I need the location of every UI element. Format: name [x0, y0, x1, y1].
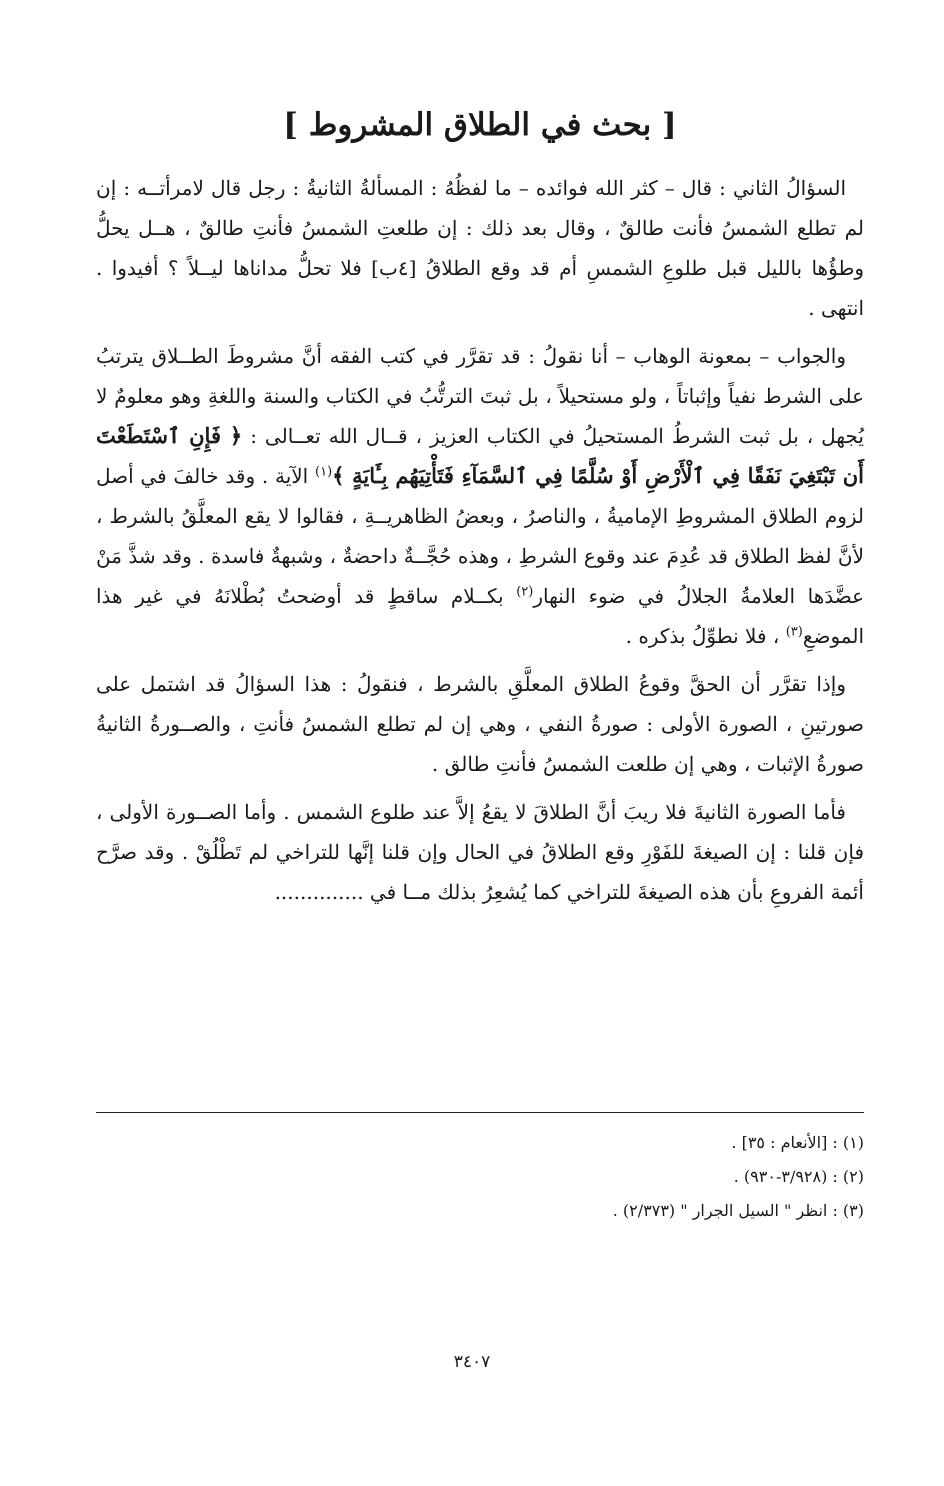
footnote-divider — [96, 1112, 864, 1113]
paragraph-answer — [96, 336, 864, 656]
footnote-1: (١) : [الأنعام : ٣٥] . — [731, 1133, 864, 1152]
answer-after-verse-text: الآية . وقد خالفَ في أصل لزوم الطلاق المشروطِ الإماميةُ ، والناصرُ ، وبعضُ الظاهريــةِ ، فقالوا لا يقع المعلَّقُ بالشرط ، لأنَّ لفظ الطلاق قد عُدِمَ عند وقوع الشرطِ ، وهذه حُجَّــةٌ داحضةٌ ، وشبهةٌ فاسدة . وقد شذَّ مَنْ عضَّدَها العلامةُ الجلالُ في ضوء النهار — [96, 464, 865, 608]
footnote-3: (٣) : انظر " السيل الجرار " (٢/٣٧٣) . — [612, 1201, 864, 1220]
page-title: [ بحث في الطلاق المشروط ] — [283, 107, 677, 143]
paragraph-question — [96, 168, 864, 328]
footnotes — [96, 1126, 864, 1228]
paragraph-question-text: السؤالُ الثاني : قال – كثر الله فوائده – ما لفظُهُ : المسألةُ الثانيةُ : رجل قال لامرأتــه : إن لم تطلع الشمسُ فأنت طالقٌ ، وقال بعد ذلك : إن طلعتِ الشمسُ فأنتِ طالقٌ ، هــل يحلُّ وطؤُها بالليل قبل طلوعِ الشمسِ أم قد وقع الطلاقُ [٤ب] فلا تحلُّ مداناها ليــلاً ؟ أفيدوا . انتهى . — [96, 176, 865, 320]
footnote-2: (٢) : (٣/٩٢٨-٩٣٠) . — [733, 1167, 864, 1186]
paragraph-second-form — [96, 792, 864, 912]
footnote-ref-2: (٢) — [516, 584, 534, 600]
quran-verse: ﴿ فَإِنِ ٱسْتَطَعْتَ أَن تَبْتَغِيَ نَفَقًا فِي ٱلْأَرْضِ أَوْ سُلَّمًا فِي ٱلسَّمَآءِ فَتَأْتِيَهُم بِـَٔايَةٍ ﴾ — [96, 423, 864, 488]
page-number: ٣٤٠٧ — [453, 1352, 491, 1372]
answer-end-text: ، فلا نطوِّلُ بذكره . — [625, 624, 780, 648]
paragraph-two-forms-text: وإذا تقرَّر أن الحقَّ وقوعُ الطلاق المعلَّقِ بالشرط ، فنقولُ : هذا السؤالُ قد اشتمل على صورتينِ ، الصورة الأولى : صورةُ النفي ، وهي إن لم تطلع الشمسُ فأنتِ ، والصــورةُ الثانيةُ صورةُ الإثبات ، وهي إن طلعت الشمسُ فأنتِ طالق . — [96, 672, 864, 776]
footnote-ref-1: (١) — [315, 464, 333, 480]
answer-intro-text: والجواب – بمعونة الوهاب – أنا نقولُ : قد تقرَّر في كتب الفقه أنَّ مشروطَ الطــلاق يترتبُ على الشرط نفياً وإثباتاً ، ولو مستحيلاً ، بل ثبتَ الترتُّبُ في الكتاب والسنة واللغةِ وهو معلومٌ لا يُجهل ، بل ثبت الشرطُ المستحيلُ في الكتاب العزيز ، قــال الله تعــالى : — [96, 344, 864, 448]
answer-mid-text: بكــلام ساقطٍ قد أوضحتُ بُطْلانَهُ في غير هذا الموضعِ — [96, 584, 864, 648]
paragraph-two-forms — [96, 664, 864, 784]
paragraph-second-form-text: فأما الصورة الثانيةَ فلا ريبَ أنَّ الطلاقَ لا يقعُ إلاَّ عند طلوع الشمس . وأما الصــورة الأولى ، فإن قلنا : إن الصيغةَ للفَوْرِ وقع الطلاقُ في الحال وإن قلنا إنَّها للتراخي لم تَطْلُقْ . وقد صرَّح أئمة الفروعِ بأن هذه الصيغةَ للتراخي كما يُشعِرُ بذلك مــا في .............. — [96, 800, 864, 904]
footnote-ref-3: (٣) — [785, 624, 803, 640]
page-body — [96, 100, 864, 920]
